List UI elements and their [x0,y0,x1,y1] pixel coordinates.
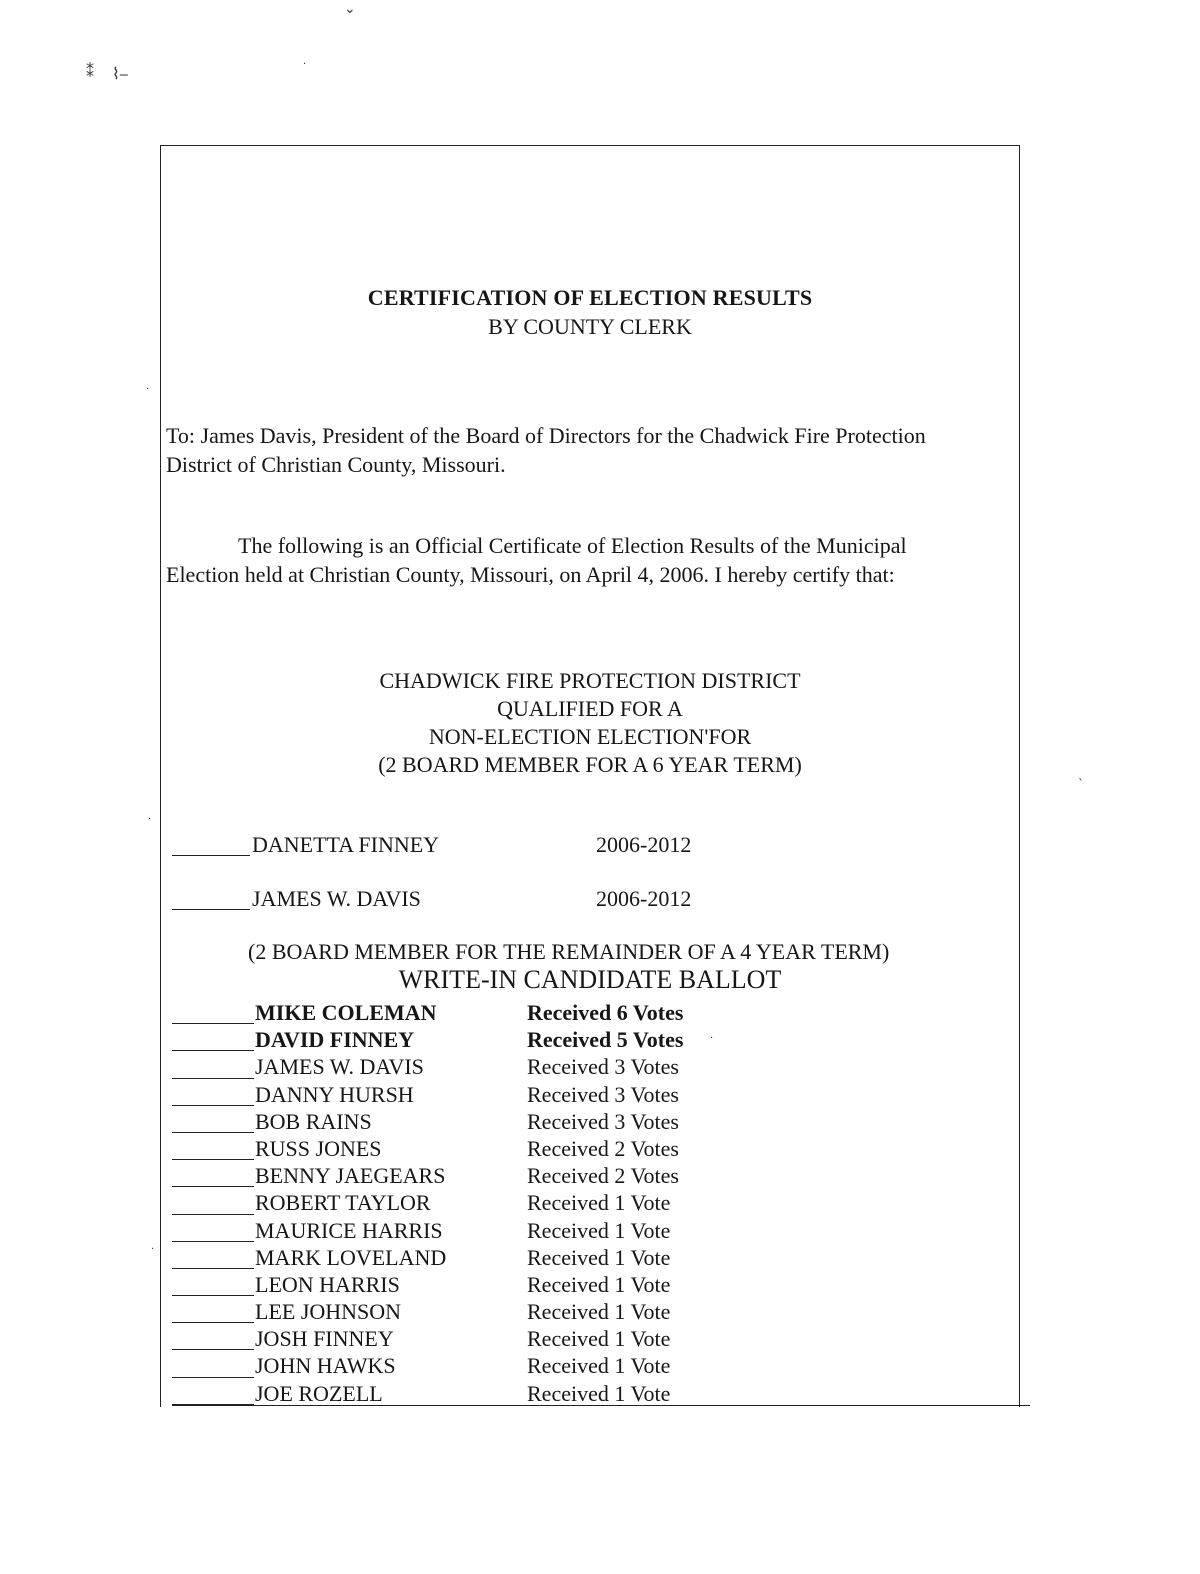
candidate-vote-count: Received 2 Votes [527,1163,679,1189]
candidate-row [172,1299,872,1326]
scan-artifact-tick: ˋ [1078,777,1084,791]
candidate-row [172,1136,872,1163]
signature-blank [172,1295,254,1296]
signature-blank [172,1214,254,1215]
signature-blank [172,909,250,910]
candidate-row [172,1000,872,1027]
signature-blank [172,1105,254,1106]
signature-blank [172,1322,254,1323]
candidate-name: DANNY HURSH [255,1081,414,1107]
candidate-vote-count: Received 6 Votes [527,1000,684,1025]
candidate-name: MAURICE HARRIS [255,1217,443,1243]
candidate-row [172,1326,872,1353]
candidate-vote-count: Received 5 Votes [527,1027,684,1053]
scan-artifact-scribble: ⌇⎯ [112,64,128,83]
candidate-name: JAMES W. DAVIS [255,1054,424,1080]
signature-blank [172,1132,254,1133]
candidate-name: RUSS JONES [255,1135,382,1161]
addressee-line: District of Christian County, Missouri. [166,452,506,477]
signature-blank [172,1023,254,1024]
candidate-vote-count: Received 1 Vote [527,1326,671,1352]
scan-artifact-corner: ⁑ [86,62,94,81]
candidate-name: BENNY JAEGEARS [255,1163,446,1189]
signature-blank [172,1241,254,1242]
scan-artifact-dot: · [151,1244,155,1255]
remainder-term-heading: (2 BOARD MEMBER FOR THE REMAINDER OF A 4 YEAR TERM) [248,939,890,964]
scan-artifact-dot: · [710,1033,714,1044]
document-subtitle: BY COUNTY CLERK [488,314,692,339]
candidate-name: MIKE COLEMAN [255,1000,437,1025]
candidate-row [172,1054,872,1081]
candidate-name: JOE ROZELL [255,1380,383,1406]
candidate-name: JOSH FINNEY [255,1326,394,1352]
candidate-vote-count: Received 1 Vote [527,1271,671,1297]
candidate-vote-count: Received 3 Votes [527,1081,679,1107]
signature-blank [172,1377,254,1378]
candidate-row [172,1190,872,1217]
candidate-row [172,1163,872,1190]
signature-blank [172,1404,254,1405]
addressee-line: To: James Davis, President of the Board of Directors for the Chadwick Fire Protection [166,423,926,448]
candidate-vote-count: Received 1 Vote [527,1299,671,1325]
term-years: 2006-2012 [596,886,692,911]
candidate-name: JOHN HAWKS [255,1353,396,1379]
scan-artifact-dot: · [148,814,152,825]
signature-blank [172,1050,254,1051]
candidate-name: ROBERT TAYLOR [255,1190,431,1216]
document-title: CERTIFICATION OF ELECTION RESULTS [367,285,813,310]
candidate-vote-count: Received 3 Votes [527,1054,679,1080]
write-in-candidate-list [172,1000,872,1408]
scan-artifact-dot: · [146,384,150,395]
term-row [172,832,872,860]
signature-blank [172,1268,254,1269]
term-member-name: DANETTA FINNEY [252,832,440,857]
addressee-paragraph [166,421,1006,479]
candidate-row [172,1245,872,1272]
write-in-ballot-heading: WRITE-IN CANDIDATE BALLOT [398,965,782,994]
certification-line: Election held at Christian County, Missouri, on April 4, 2006. I hereby certify that: [166,562,895,587]
candidate-vote-count: Received 2 Votes [527,1135,679,1161]
candidate-name: MARK LOVELAND [255,1244,447,1270]
term-member-name: JAMES W. DAVIS [252,886,421,911]
signature-blank [172,1349,254,1350]
certification-line: The following is an Official Certificate of Election Results of the Municipal [238,533,907,558]
certification-paragraph [166,531,1006,589]
candidate-vote-count: Received 1 Vote [527,1380,671,1406]
district-heading [160,667,1020,779]
district-election-type: NON-ELECTION ELECTION'FOR [428,724,752,749]
candidate-name: LEE JOHNSON [255,1299,402,1325]
district-qualified: QUALIFIED FOR A [497,696,683,721]
scan-artifact-top: ⌄ [344,1,356,17]
candidate-row [172,1082,872,1109]
candidate-row [172,1272,872,1299]
candidate-name: DAVID FINNEY [255,1027,415,1053]
candidate-name: LEON HARRIS [255,1271,400,1297]
candidate-vote-count: Received 1 Vote [527,1244,671,1270]
district-term-heading: (2 BOARD MEMBER FOR A 6 YEAR TERM) [378,752,802,777]
term-row [172,886,872,914]
signature-blank [172,1186,254,1187]
candidate-row [172,1027,872,1054]
candidate-vote-count: Received 3 Votes [527,1108,679,1134]
term-years: 2006-2012 [596,832,692,857]
signature-blank [172,1078,254,1079]
district-name: CHADWICK FIRE PROTECTION DISTRICT [379,668,801,693]
signature-blank [172,855,250,856]
signature-blank [172,1159,254,1160]
candidate-name: BOB RAINS [255,1108,372,1134]
candidate-vote-count: Received 1 Vote [527,1217,671,1243]
candidate-vote-count: Received 1 Vote [527,1353,671,1379]
candidate-row [172,1109,872,1136]
candidate-vote-count: Received 1 Vote [527,1190,671,1216]
scan-artifact-dot: · [303,59,307,70]
candidate-row [172,1353,872,1380]
candidate-row [172,1381,872,1408]
candidate-row [172,1218,872,1245]
